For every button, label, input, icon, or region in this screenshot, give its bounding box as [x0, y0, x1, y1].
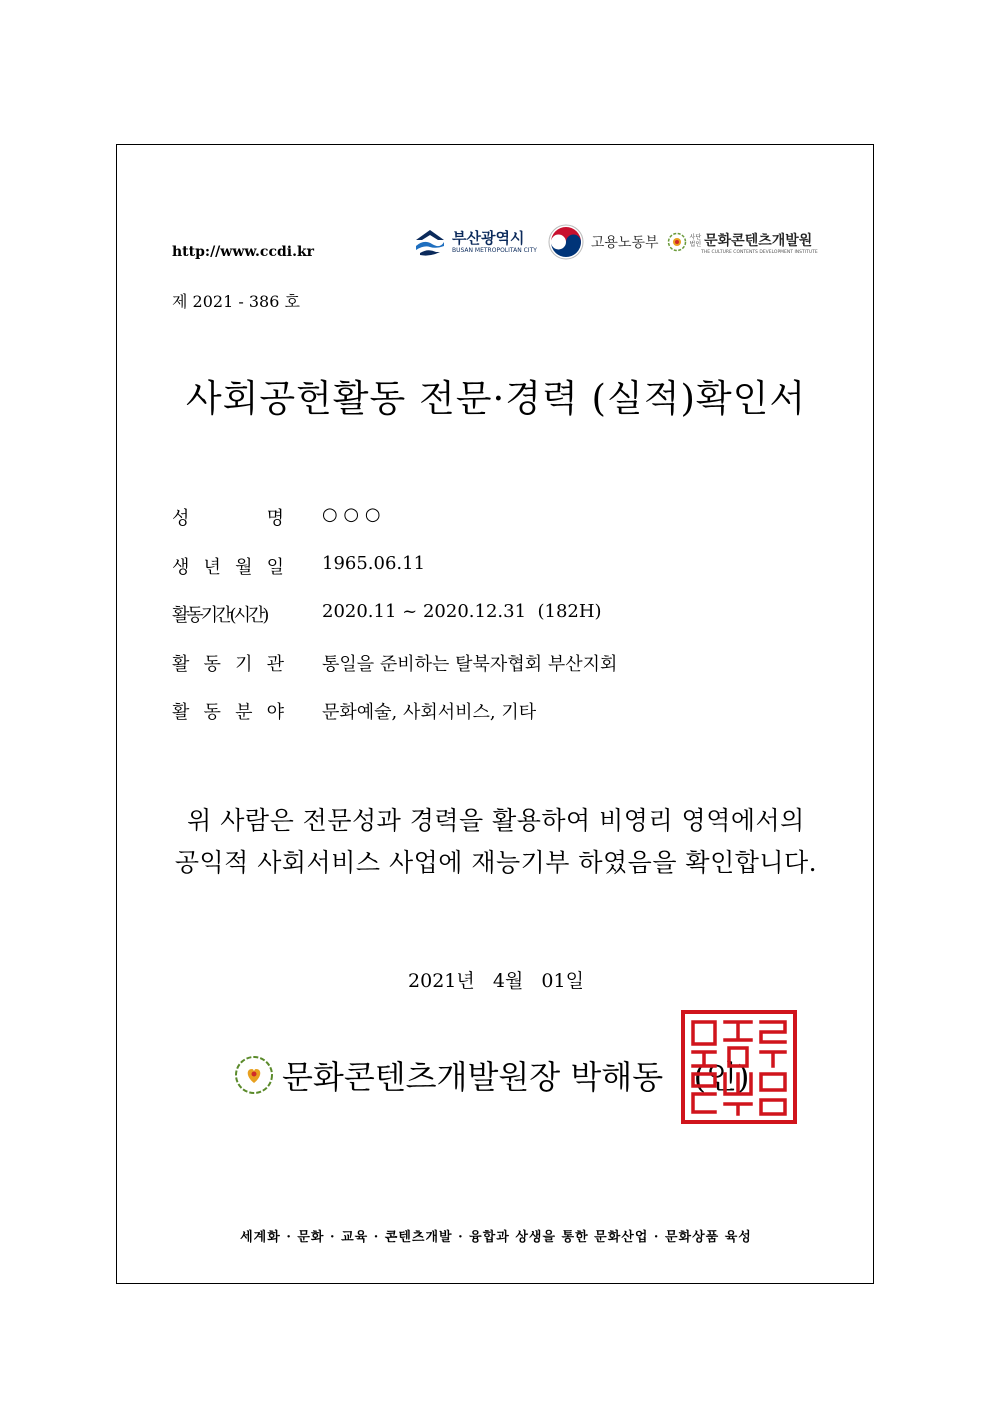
field-value-field: 문화예술, 사회서비스, 기타 — [322, 702, 537, 723]
ccdi-logo — [667, 230, 818, 255]
moel-name: 고용노동부 — [590, 235, 659, 251]
ccdi-emblem-icon — [232, 1053, 276, 1097]
footer-slogan: 세계화 · 문화 · 교육 · 콘텐츠개발 · 융합과 상생을 통한 문화산업 · 문화상품 육성 — [240, 1230, 752, 1245]
website-url: http://www.ccdi.kr — [172, 244, 315, 260]
field-label-organization: 활 동 기 관 — [172, 653, 284, 675]
ccdi-name: 문화콘텐츠개발원 — [704, 232, 813, 249]
issue-date: 2021년 4월 01일 — [408, 970, 584, 992]
ccdi-small-1: 사단 — [689, 234, 702, 242]
field-row-period — [172, 601, 617, 650]
field-list — [172, 504, 617, 747]
moel-logo — [547, 223, 659, 261]
ccdi-small-2: 법인 — [689, 241, 702, 248]
field-value-name: ○ ○ ○ — [322, 504, 381, 525]
document-number: 제 2021 - 386 호 — [172, 292, 300, 311]
field-value-organization: 통일을 준비하는 탈북자협회 부산지회 — [322, 653, 618, 675]
busan-city-logo — [414, 226, 537, 258]
busan-wave-icon — [414, 226, 446, 258]
field-row-organization — [172, 650, 617, 699]
field-label-name: 성 명 — [172, 508, 284, 529]
field-row-birthdate — [172, 553, 617, 602]
statement-line-2: 공익적 사회서비스 사업에 재능기부 하였음을 확인합니다. — [174, 848, 818, 877]
field-value-birthdate: 1965.06.11 — [322, 552, 426, 574]
field-value-period: 2020.11 ~ 2020.12.31 (182H) — [322, 601, 602, 622]
field-row-name — [172, 504, 617, 553]
busan-name-en: BUSAN METROPOLITAN CITY — [452, 246, 537, 254]
busan-name-ko: 부산광역시 — [452, 228, 525, 247]
official-seal-stamp — [681, 1010, 797, 1124]
issuer-name: 문화콘텐츠개발원장 박해동 (인) — [282, 1058, 750, 1096]
document-title: 사회공헌활동 전문·경력 (실적)확인서 — [185, 377, 807, 420]
confirmation-statement — [0, 800, 992, 884]
logo-strip — [414, 222, 818, 262]
field-label-birthdate: 생 년 월 일 — [172, 556, 284, 578]
field-label-period: 활동기간(시간) — [172, 605, 267, 626]
ccdi-sub: THE CULTURE CONTENTS DEVELOPMENT INSTITUTE — [701, 249, 818, 255]
field-label-field: 활 동 분 야 — [172, 702, 284, 723]
issuer-line — [232, 1052, 750, 1098]
taegeuk-icon — [547, 223, 585, 261]
ccdi-emblem-icon — [667, 232, 687, 252]
field-row-field — [172, 698, 617, 747]
statement-line-1: 위 사람은 전문성과 경력을 활용하여 비영리 영역에서의 — [187, 806, 805, 835]
